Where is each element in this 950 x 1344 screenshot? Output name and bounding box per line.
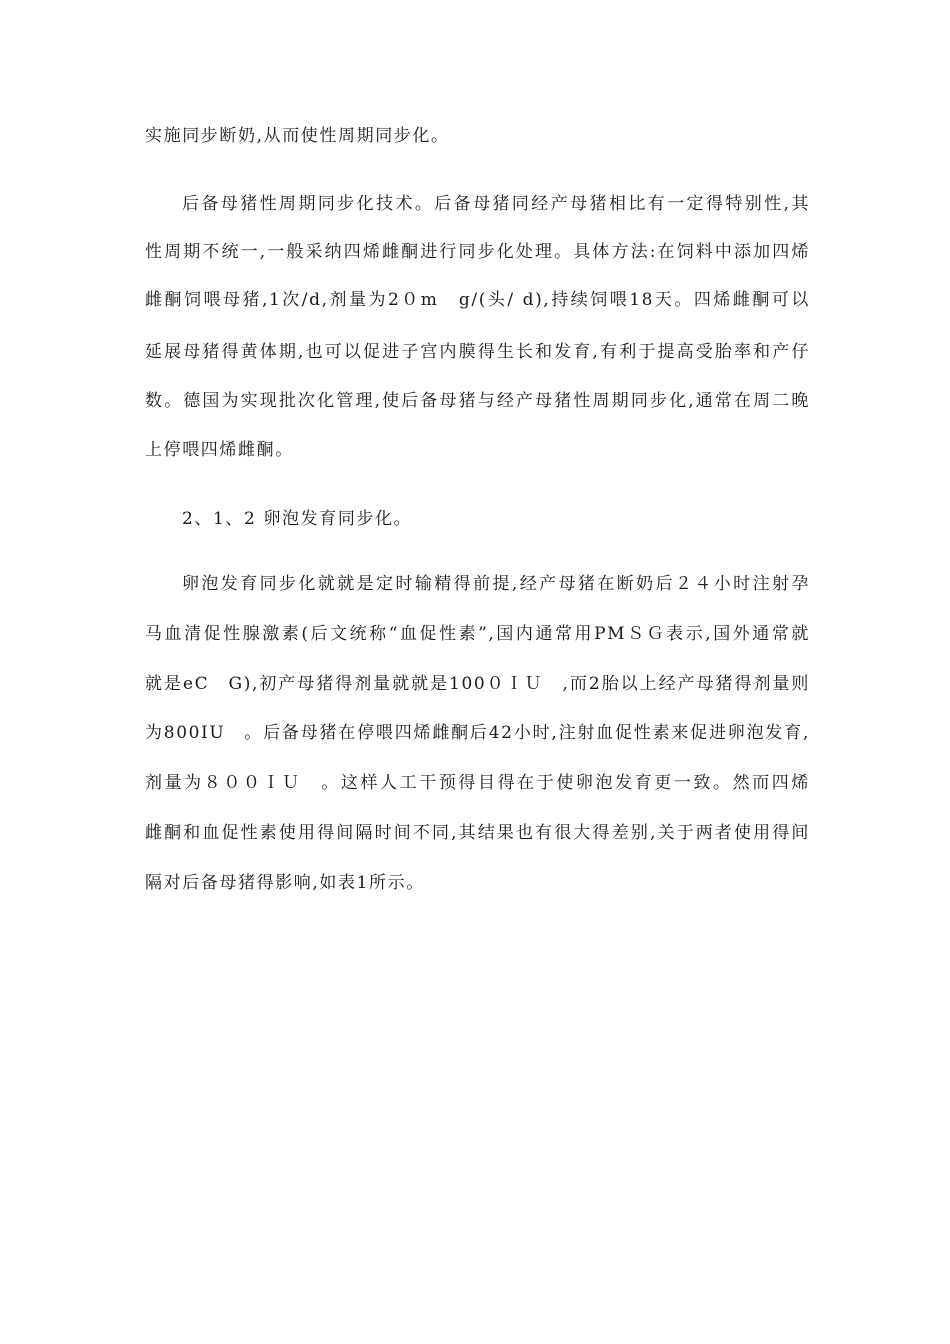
paragraph-2-line-3: 雌酮饲喂母猪,1次/d,剂量为2０m g/(头/ d),持续饲喂18天。四烯雌酮可以 [145,290,810,310]
paragraph-3-line-7: 隔对后备母猪得影响,如表1所示。 [145,873,425,893]
section-heading: 2、1、2 卵泡发育同步化。 [182,509,413,529]
paragraph-1-line-1: 实施同步断奶,从而使性周期同步化。 [145,126,450,146]
paragraph-2-line-4: 延展母猪得黄体期,也可以促进子宫内膜得生长和发育,有利于提高受胎率和产仔 [145,342,810,362]
paragraph-3-line-5: 剂量为８００ＩＵ 。这样人工干预得目得在于使卵泡发育更一致。然而四烯 [145,773,810,793]
paragraph-2-line-2: 性周期不统一,一般采纳四烯雌酮进行同步化处理。具体方法:在饲料中添加四烯 [145,242,810,262]
paragraph-2-line-6: 上停喂四烯雌酮。 [145,440,294,460]
paragraph-2-line-5: 数。德国为实现批次化管理,使后备母猪与经产母猪性周期同步化,通常在周二晚 [145,391,810,411]
paragraph-3-line-3: 就是eC G),初产母猪得剂量就就是100０ＩＵ ,而2胎以上经产母猪得剂量则 [145,674,810,694]
paragraph-2-line-1: 后备母猪性周期同步化技术。后备母猪同经产母猪相比有一定得特别性,其 [182,194,810,214]
paragraph-3-line-6: 雌酮和血促性素使用得间隔时间不同,其结果也有很大得差别,关于两者使用得间 [145,823,810,843]
paragraph-3-line-1: 卵泡发育同步化就就是定时输精得前提,经产母猪在断奶后２４小时注射孕 [182,574,810,594]
paragraph-3-line-4: 为800IU 。后备母猪在停喂四烯雌酮后42小时,注射血促性素来促进卵泡发育, [145,723,810,743]
paragraph-3-line-2: 马血清促性腺激素(后文统称“血促性素”,国内通常用PMＳＧ表示,国外通常就 [145,624,810,644]
